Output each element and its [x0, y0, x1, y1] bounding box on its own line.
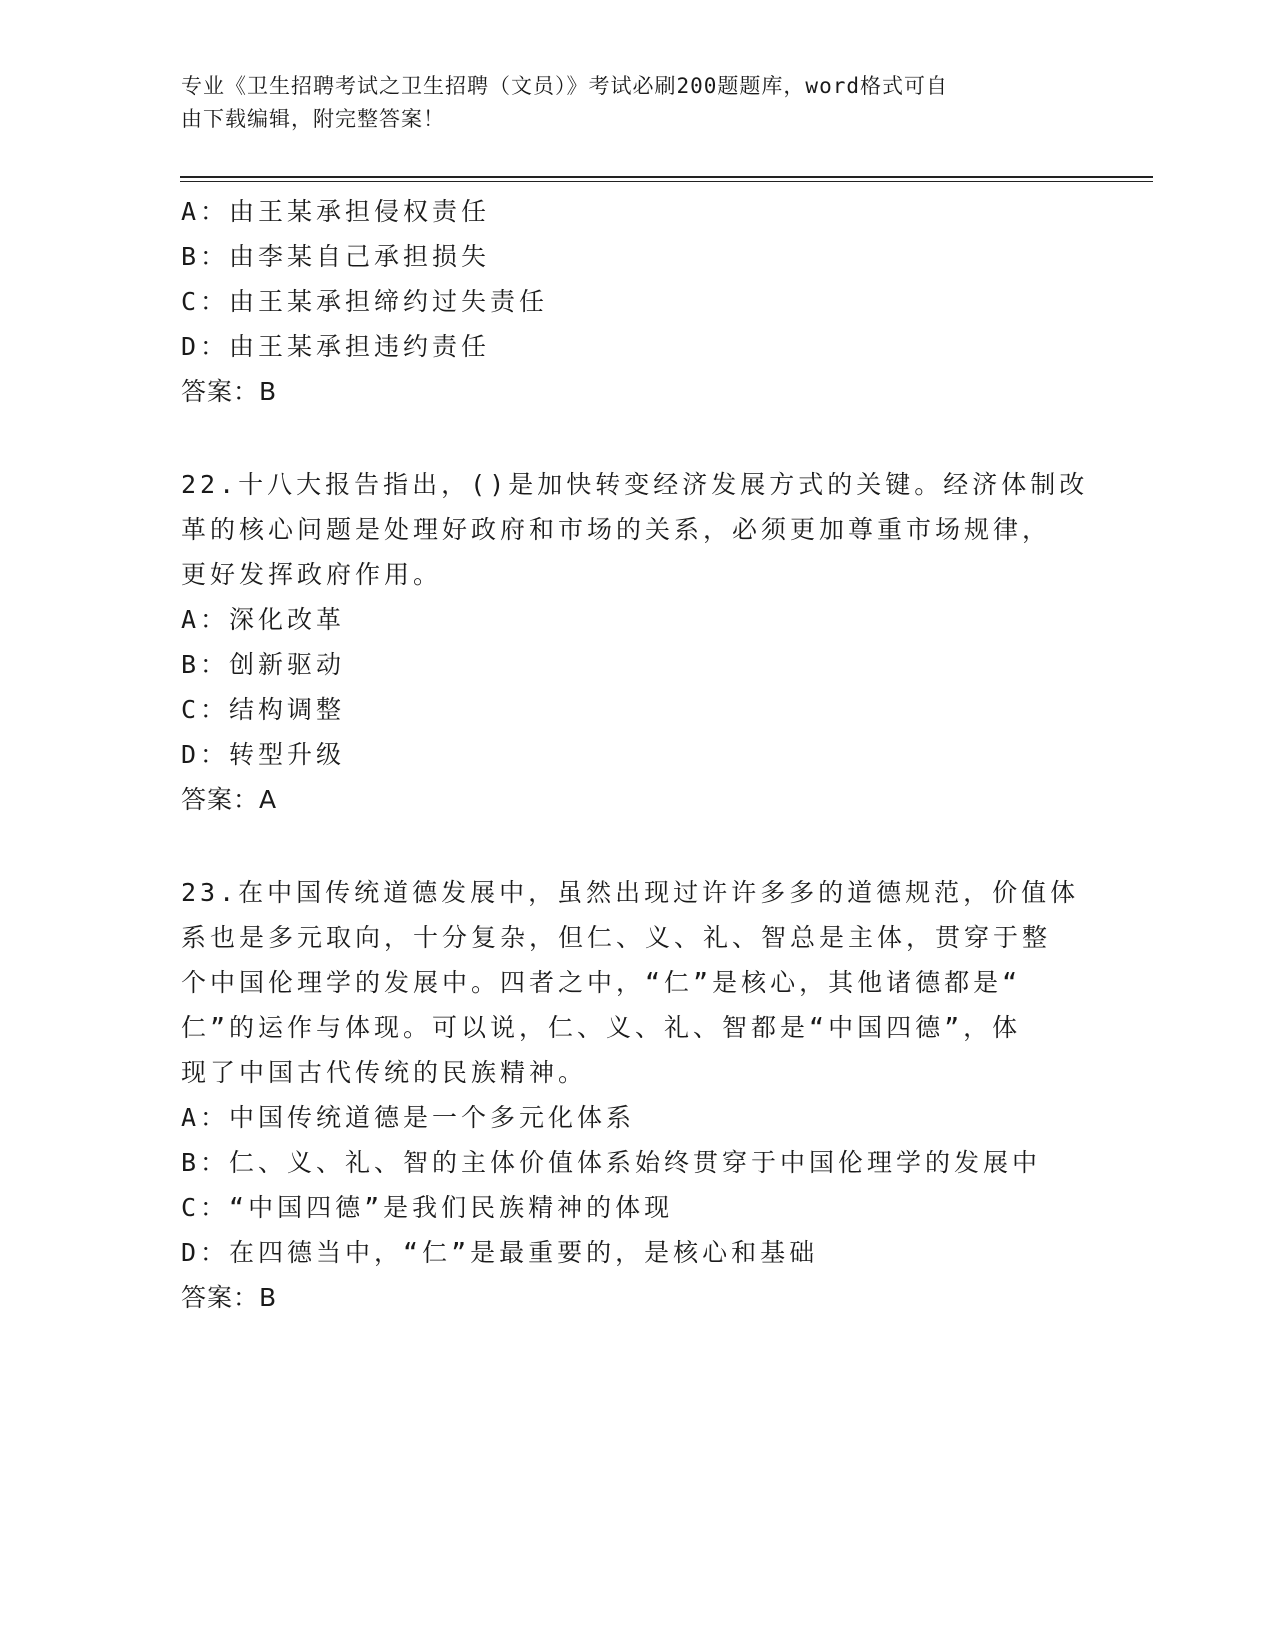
question-stem-line: 22.十八大报告指出，()是加快转变经济发展方式的关键。经济体制改 [181, 470, 1089, 499]
header-line-2: 由下载编辑，附完整答案！ [181, 107, 445, 131]
option-a: A：深化改革 [181, 605, 346, 634]
document-header [181, 70, 1061, 136]
option-c: C：“中国四德”是我们民族精神的体现 [181, 1193, 674, 1222]
option-b: B：由李某自己承担损失 [181, 242, 491, 271]
option-a: A：由王某承担侵权责任 [181, 197, 491, 226]
option-d: D：由王某承担违约责任 [181, 332, 491, 361]
question-22 [181, 462, 1089, 822]
question-list [181, 189, 1089, 1320]
question-21 [181, 189, 1081, 414]
option-c: C：由王某承担缔约过失责任 [181, 287, 549, 316]
question-stem-line: 仁”的运作与体现。可以说，仁、义、礼、智都是“中国四德”，体 [181, 1013, 1022, 1042]
question-23 [181, 870, 1081, 1320]
option-c: C：结构调整 [181, 695, 346, 724]
option-d: D：转型升级 [181, 740, 346, 769]
question-stem-line: 现了中国古代传统的民族精神。 [181, 1058, 588, 1087]
answer: 答案：B [181, 1283, 278, 1312]
option-b: B：仁、义、礼、智的主体价值体系始终贯穿于中国伦理学的发展中 [181, 1148, 1042, 1177]
question-stem-line: 23.在中国传统道德发展中，虽然出现过许许多多的道德规范，价值体 [181, 878, 1080, 907]
question-stem-line: 个中国伦理学的发展中。四者之中，“仁”是核心，其他诸德都是“ [181, 968, 1022, 997]
question-stem-line: 革的核心问题是处理好政府和市场的关系，必须更加尊重市场规律， [181, 515, 1052, 544]
answer: 答案：B [181, 377, 278, 406]
header-divider-thin [180, 181, 1153, 182]
option-a: A：中国传统道德是一个多元化体系 [181, 1103, 636, 1132]
question-stem-line: 更好发挥政府作用。 [181, 560, 443, 589]
header-divider [180, 176, 1153, 178]
question-stem-line: 系也是多元取向，十分复杂，但仁、义、礼、智总是主体，贯穿于整 [181, 923, 1052, 952]
answer: 答案：A [181, 785, 278, 814]
option-b: B：创新驱动 [181, 650, 346, 679]
header-line-1: 专业《卫生招聘考试之卫生招聘（文员）》考试必刷200题题库，word格式可自 [181, 74, 948, 98]
option-d: D：在四德当中，“仁”是最重要的，是核心和基础 [181, 1238, 819, 1267]
